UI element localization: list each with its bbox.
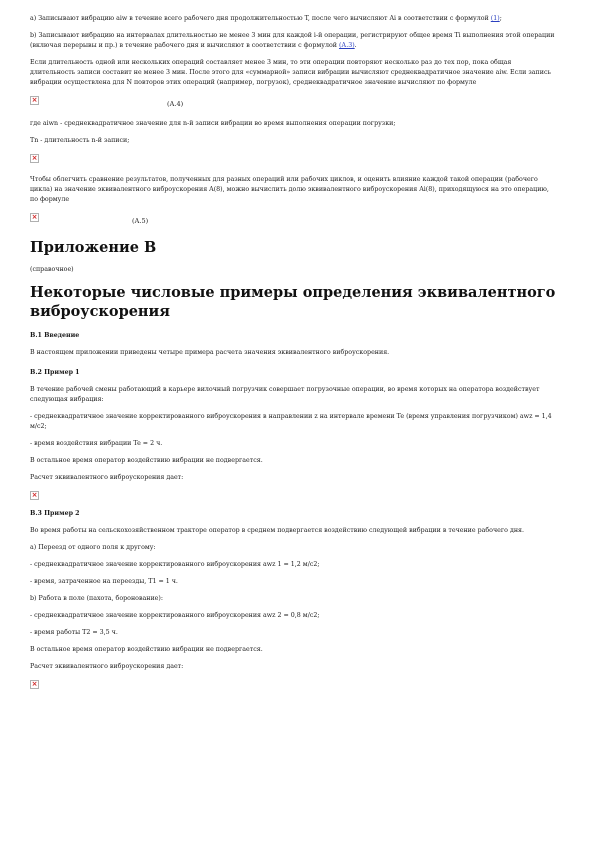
appendix-title: Приложение В [30,239,157,256]
equation-number: (А.5) [132,217,149,225]
section-b1-text: В настоящем приложении приведены четыре примера расчета значения эквивалентного виброускорения. [30,349,390,356]
broken-image-icon: × [31,491,38,499]
broken-image-icon: × [31,154,38,162]
section-b2-text: В течение рабочей смены работающий в карьере вилочный погрузчик совершает погрузочные операции, во время которых на оператора воздействует следующая вибрация: [30,386,540,403]
broken-image-icon: × [31,213,38,221]
section-b2-rest: В остальное время оператор воздействию вибрации не подвергается. [30,457,263,464]
list-item: - среднеквадратичное значение корректированного виброускорения awz 1 = 1,2 м/с2; [30,561,320,568]
section-b2-calc: Расчет эквивалентного виброускорения дает: [30,474,184,481]
formula-b2-row [30,491,557,507]
section-b3-calc: Расчет эквивалентного виброускорения дает: [30,663,184,670]
paragraph-comparison: Чтобы облегчить сравнение результатов, полученных для разных операций или рабочих циклов, и оценить влияние каждой такой операции (рабочего цикла) на значение эквивалентного виброускорения A(8), можно вычислить долю эквивалентного виброускорения Ai(8), приходящуюся на это операцию, по формуле [30,176,549,203]
section-b3-rest: В остальное время оператор воздействию вибрации не подвергается. [30,646,263,653]
appendix-subtitle: (справочное) [30,266,74,273]
appendix-heading: Некоторые числовые примеры определения эквивалентного виброускорения [30,284,556,320]
paragraph-method-a: а) Записывают вибрацию aiw в течение всего рабочего дня продолжительностью T, после чего вычисляют Ai в соответствии с формулой (1); [30,15,502,22]
section-b3-a: а) Переезд от одного поля к другому: [30,544,156,551]
equation-number: (А.4) [167,100,184,108]
formula-link-1[interactable]: (1) [490,15,500,22]
section-title-b1: В.1 Введение [30,332,80,339]
list-item: - время воздействия вибрации Te = 2 ч. [30,440,163,447]
paragraph-where-aiwn: где aiwn - среднеквадратичное значение для n-й записи вибрации во время выполнения операции погрузки; [30,120,396,127]
formula-a5-row [30,213,557,229]
paragraph-where-tn: Tn - длительность n-й записи; [30,137,130,144]
formula-a4-row [30,96,557,112]
section-title-b2: В.2 Пример 1 [30,369,80,376]
list-item: - время работы T2 = 3,5 ч. [30,629,118,636]
list-item: - время, затраченное на переезды, T1 = 1 ч. [30,578,178,585]
paragraph-method-b: b) Записывают вибрацию на интервалах длительностью не менее 3 мин для каждой i-й операции, регистрируют общее время Ti выполнения этой операции (включая перерывы и пр.) в течение рабочего дня и вычисляют в соответствии с формулой (А.3). [30,32,555,49]
section-title-b3: В.3 Пример 2 [30,510,80,517]
list-item: - среднеквадратичное значение корректированного виброускорения awz 2 = 0,8 м/с2; [30,612,320,619]
section-b3-b: b) Работа в поле (пахота, боронование): [30,595,163,602]
paragraph-short-operations: Если длительность одной или нескольких операций составляет менее 3 мин, то эти операции повторяют несколько раз до тех пор, пока общая длительность записи составит не менее 3 мин. После этого для «суммарной» записи вибрации вычисляют среднеквадратичное значение aiw. Если запись вибрации осуществлена для N повторов этих операций (например, погрузок), среднеквадратичное значение вычисляют по формуле [30,59,551,86]
broken-image-icon: × [31,680,38,688]
formula-link-a3[interactable]: (А.3) [338,42,355,49]
section-b3-text: Во время работы на сельскохозяйственном тракторе оператор в среднем подвергается воздействию следующей вибрации в течение рабочего дня. [30,527,524,534]
formula-blank-row [30,154,557,170]
list-item: - среднеквадратичное значение корректированного виброускорения в направлении z на интервале времени Te (время управления погрузчиком) awz = 1,4 м/с2; [30,413,552,430]
broken-image-icon: × [31,96,38,104]
formula-b3-row [30,680,557,696]
